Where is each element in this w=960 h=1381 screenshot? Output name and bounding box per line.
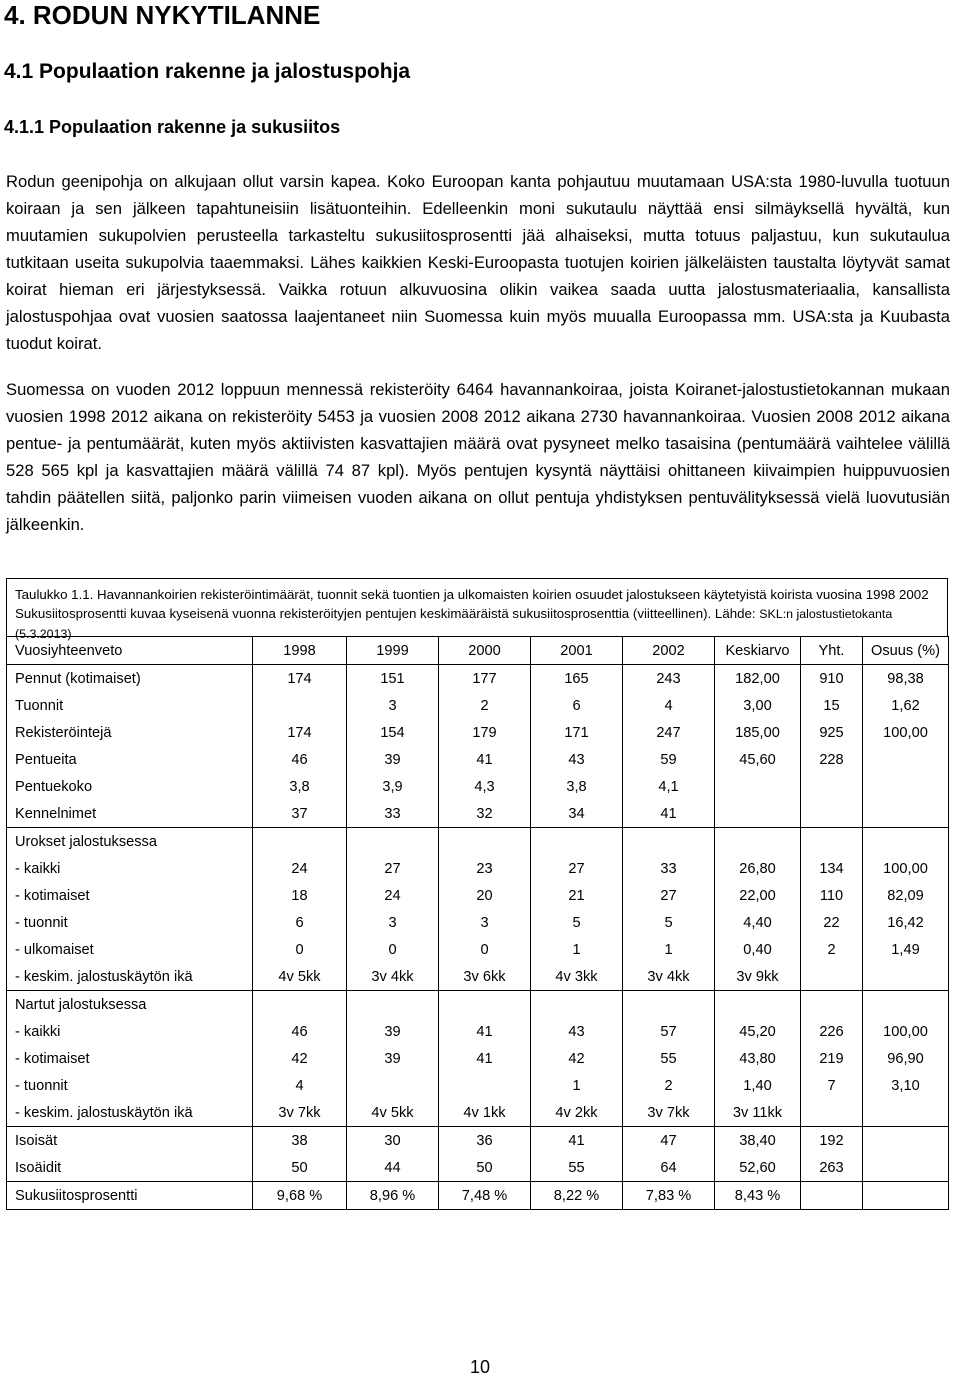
table-cell: 22 xyxy=(801,909,863,936)
table-cell: 27 xyxy=(347,855,439,882)
table-cell: 39 xyxy=(347,746,439,773)
table-row xyxy=(7,828,949,856)
table-cell xyxy=(863,991,949,1019)
table-cell: 33 xyxy=(347,800,439,828)
table-cell: 3v 11kk xyxy=(715,1099,801,1127)
table-cell: 3v 9kk xyxy=(715,963,801,991)
statistics-table-block xyxy=(6,578,948,1220)
table-cell xyxy=(253,828,347,856)
table-cell: 6 xyxy=(253,909,347,936)
table-cell: 100,00 xyxy=(863,719,949,746)
table-cell: 38,40 xyxy=(715,1127,801,1155)
table-cell xyxy=(863,963,949,991)
table-cell: 1 xyxy=(531,1072,623,1099)
registration-table xyxy=(6,636,949,1210)
table-cell: 38 xyxy=(253,1127,347,1155)
table-cell: 3,9 xyxy=(347,773,439,800)
table-header-cell: Yht. xyxy=(801,637,863,665)
table-cell: 30 xyxy=(347,1127,439,1155)
table-cell: 3,8 xyxy=(253,773,347,800)
table-cell: 177 xyxy=(439,665,531,693)
table-cell: 55 xyxy=(623,1045,715,1072)
table-cell xyxy=(863,1099,949,1127)
table-cell: 26,80 xyxy=(715,855,801,882)
table-cell: 43 xyxy=(531,746,623,773)
table-cell: 4v 1kk xyxy=(439,1099,531,1127)
table-row xyxy=(7,692,949,719)
table-cell xyxy=(801,991,863,1019)
table-row xyxy=(7,1182,949,1210)
row-label: - kaikki xyxy=(7,855,253,882)
table-cell xyxy=(715,991,801,1019)
table-cell: 8,96 % xyxy=(347,1182,439,1210)
table-cell: 192 xyxy=(801,1127,863,1155)
table-header-cell: 1999 xyxy=(347,637,439,665)
table-cell: 59 xyxy=(623,746,715,773)
table-cell xyxy=(623,828,715,856)
table-cell: 32 xyxy=(439,800,531,828)
table-cell: 182,00 xyxy=(715,665,801,693)
table-cell: 3 xyxy=(347,909,439,936)
table-cell: 23 xyxy=(439,855,531,882)
table-cell: 1,49 xyxy=(863,936,949,963)
table-caption xyxy=(6,578,948,641)
row-label: Sukusiitosprosentti xyxy=(7,1182,253,1210)
table-row xyxy=(7,1127,949,1155)
section-heading: 4.1 Populaation rakenne ja jalostuspohja xyxy=(4,60,411,83)
table-cell xyxy=(439,828,531,856)
table-cell: 185,00 xyxy=(715,719,801,746)
table-cell xyxy=(863,1127,949,1155)
table-header-cell: Osuus (%) xyxy=(863,637,949,665)
table-cell: 1,62 xyxy=(863,692,949,719)
table-cell: 4 xyxy=(253,1072,347,1099)
table-row xyxy=(7,909,949,936)
table-cell: 33 xyxy=(623,855,715,882)
table-row xyxy=(7,1072,949,1099)
table-cell xyxy=(531,828,623,856)
table-header-cell: Keskiarvo xyxy=(715,637,801,665)
row-label: Pentuekoko xyxy=(7,773,253,800)
table-cell xyxy=(715,800,801,828)
table-cell: 219 xyxy=(801,1045,863,1072)
table-cell: 100,00 xyxy=(863,1018,949,1045)
table-cell: 24 xyxy=(253,855,347,882)
chapter-heading: 4. RODUN NYKYTILANNE xyxy=(4,0,321,30)
page-number: 10 xyxy=(469,1357,491,1377)
table-cell: 43 xyxy=(531,1018,623,1045)
table-cell: 0 xyxy=(253,936,347,963)
row-label: Isoäidit xyxy=(7,1154,253,1182)
table-cell xyxy=(347,1072,439,1099)
table-cell: 9,68 % xyxy=(253,1182,347,1210)
table-cell: 4v 2kk xyxy=(531,1099,623,1127)
table-cell: 43,80 xyxy=(715,1045,801,1072)
table-cell: 925 xyxy=(801,719,863,746)
paragraph-1: Rodun geenipohja on alkujaan ollut varsin kapea. Koko Euroopan kanta pohjautuu muutamaan USA:sta 1980-luvulla tuotuun koiraan ja sen jälkeen tapahtuneisiin lisätuonteihin. Edelleenkin moni sukutaulu näyttää ensi silmäyksellä hyvältä, kun muutamien sukupolvien perusteella tarkasteltu sukusiitosprosentti jää alhaiseksi, mutta totuus paljastuu, kun sukutaulua tutkitaan useita sukupolvia taaemmaksi. Lähes kaikkien Keski-Euroopasta tuotujen koirien jälkeläisten taustalta löytyvät samat koirat hieman eri järjestyksessä. Vaikka rotuun alkuvuosina olikin vaikea saada uutta jalostusmateriaalia, kansallista jalostuspohjaa ovat vuosien saatossa laajentaneet niin Suomessa kuin myös muualla Euroopassa mm. USA:sta ja Kuubasta tuodut koirat. xyxy=(6,172,950,353)
table-cell: 2 xyxy=(801,936,863,963)
table-cell: 42 xyxy=(531,1045,623,1072)
table-row xyxy=(7,1018,949,1045)
table-row xyxy=(7,1099,949,1127)
table-cell: 3v 7kk xyxy=(623,1099,715,1127)
table-cell: 34 xyxy=(531,800,623,828)
table-cell: 82,09 xyxy=(863,882,949,909)
table-cell: 96,90 xyxy=(863,1045,949,1072)
table-cell: 174 xyxy=(253,665,347,693)
table-cell: 18 xyxy=(253,882,347,909)
paragraph-2: Suomessa on vuoden 2012 loppuun mennessä rekisteröity 6464 havannankoiraa, joista Koiranet-jalostustietokannan mukaan vuosien 1998 2012 aikana on rekisteröity 5453 ja vuosien 2008 2012 aikana 2730 havannankoiraa. Vuosien 2008 2012 aikana pentue- ja pentumäärät, kuten myös aktiivisten kasvattajien määrä ovat pysyneet melko tasaisina (pentumäärä vaihtelee välillä 528 565 kpl ja kasvattajien määrä välillä 74 87 kpl). Myös pentujen kysyntä näyttäisi ohittaneen kiivaimpien huippuvuosien tahdin päätellen siitä, paljonko parin viimeisen vuoden aikana on ollut pentuja yhdistyksen pentuvälityksessä vielä luovutusiän jälkeenkin. xyxy=(6,380,950,534)
table-cell xyxy=(863,1182,949,1210)
table-cell: 4v 5kk xyxy=(253,963,347,991)
table-row xyxy=(7,991,949,1019)
row-label: - ulkomaiset xyxy=(7,936,253,963)
table-cell: 7,48 % xyxy=(439,1182,531,1210)
table-cell: 4,40 xyxy=(715,909,801,936)
table-cell: 36 xyxy=(439,1127,531,1155)
table-cell: 45,60 xyxy=(715,746,801,773)
row-label: - kotimaiset xyxy=(7,882,253,909)
table-cell xyxy=(863,773,949,800)
table-cell: 24 xyxy=(347,882,439,909)
table-cell: 41 xyxy=(439,746,531,773)
table-cell: 4,1 xyxy=(623,773,715,800)
table-cell: 263 xyxy=(801,1154,863,1182)
table-header-cell: 1998 xyxy=(253,637,347,665)
table-row xyxy=(7,800,949,828)
table-cell: 98,38 xyxy=(863,665,949,693)
table-row xyxy=(7,1045,949,1072)
table-cell xyxy=(863,800,949,828)
table-cell: 27 xyxy=(531,855,623,882)
table-row xyxy=(7,963,949,991)
table-cell: 1 xyxy=(531,936,623,963)
table-cell: 3 xyxy=(439,909,531,936)
table-cell: 7 xyxy=(801,1072,863,1099)
table-cell: 57 xyxy=(623,1018,715,1045)
table-cell: 47 xyxy=(623,1127,715,1155)
table-cell: 4v 5kk xyxy=(347,1099,439,1127)
table-cell xyxy=(439,991,531,1019)
table-row xyxy=(7,1154,949,1182)
table-cell: 3v 4kk xyxy=(623,963,715,991)
table-row xyxy=(7,855,949,882)
table-cell xyxy=(863,828,949,856)
table-cell: 1,40 xyxy=(715,1072,801,1099)
table-cell xyxy=(863,746,949,773)
table-cell: 3v 6kk xyxy=(439,963,531,991)
table-cell: 7,83 % xyxy=(623,1182,715,1210)
table-cell: 174 xyxy=(253,719,347,746)
table-cell: 110 xyxy=(801,882,863,909)
table-cell: 46 xyxy=(253,1018,347,1045)
table-cell: 0,40 xyxy=(715,936,801,963)
table-row xyxy=(7,746,949,773)
table-header-cell: 2001 xyxy=(531,637,623,665)
table-caption-text: Taulukko 1.1. Havannankoirien rekisteröintimäärät, tuonnit sekä tuontien ja ulkomaisten koirien osuudet jalostukseen käytetyistä koirista vuosina 1998 2002 Sukusiitosprosentti kuvaa kyseisenä vuonna rekisteröityjen pentujen keskimääräistä sukusiitosprosenttia (viitteellinen). Lähde: xyxy=(15,587,929,621)
table-cell: 165 xyxy=(531,665,623,693)
table-header-cell: Vuosiyhteenveto xyxy=(7,637,253,665)
row-label: - kotimaiset xyxy=(7,1045,253,1072)
row-label: - tuonnit xyxy=(7,909,253,936)
table-cell: 64 xyxy=(623,1154,715,1182)
table-cell xyxy=(801,773,863,800)
table-cell: 16,42 xyxy=(863,909,949,936)
table-cell: 4v 3kk xyxy=(531,963,623,991)
row-label: Urokset jalostuksessa xyxy=(7,828,253,856)
table-cell: 39 xyxy=(347,1045,439,1072)
table-caption-source: SKL:n jalostustietokanta (5.3.2013) xyxy=(15,607,893,641)
table-cell: 179 xyxy=(439,719,531,746)
row-label: Isoisät xyxy=(7,1127,253,1155)
table-cell: 41 xyxy=(531,1127,623,1155)
table-cell xyxy=(715,828,801,856)
table-cell: 5 xyxy=(623,909,715,936)
table-cell: 226 xyxy=(801,1018,863,1045)
table-cell xyxy=(347,991,439,1019)
table-cell xyxy=(347,828,439,856)
table-cell: 41 xyxy=(439,1045,531,1072)
row-label: Pennut (kotimaiset) xyxy=(7,665,253,693)
row-label: - tuonnit xyxy=(7,1072,253,1099)
table-cell xyxy=(801,828,863,856)
table-cell: 243 xyxy=(623,665,715,693)
subsection-heading: 4.1.1 Populaation rakenne ja sukusiitos xyxy=(4,117,341,137)
table-row xyxy=(7,882,949,909)
table-cell xyxy=(801,963,863,991)
table-row xyxy=(7,719,949,746)
table-cell: 3,00 xyxy=(715,692,801,719)
row-label: Tuonnit xyxy=(7,692,253,719)
row-label: Nartut jalostuksessa xyxy=(7,991,253,1019)
table-cell: 45,20 xyxy=(715,1018,801,1045)
table-cell: 55 xyxy=(531,1154,623,1182)
table-cell xyxy=(623,991,715,1019)
table-cell: 0 xyxy=(347,936,439,963)
table-cell: 50 xyxy=(439,1154,531,1182)
table-cell: 8,43 % xyxy=(715,1182,801,1210)
row-label: Kennelnimet xyxy=(7,800,253,828)
table-cell: 39 xyxy=(347,1018,439,1045)
table-cell: 52,60 xyxy=(715,1154,801,1182)
table-cell xyxy=(863,1154,949,1182)
table-header-row xyxy=(7,637,949,665)
table-cell xyxy=(801,1182,863,1210)
table-cell: 3,10 xyxy=(863,1072,949,1099)
table-cell: 2 xyxy=(439,692,531,719)
table-row xyxy=(7,936,949,963)
table-cell: 154 xyxy=(347,719,439,746)
table-header-cell: 2002 xyxy=(623,637,715,665)
table-cell: 247 xyxy=(623,719,715,746)
table-cell: 151 xyxy=(347,665,439,693)
table-row xyxy=(7,665,949,693)
table-cell: 3v 7kk xyxy=(253,1099,347,1127)
table-cell: 27 xyxy=(623,882,715,909)
table-cell xyxy=(801,800,863,828)
table-cell: 15 xyxy=(801,692,863,719)
table-cell xyxy=(253,991,347,1019)
table-cell: 22,00 xyxy=(715,882,801,909)
table-cell: 50 xyxy=(253,1154,347,1182)
table-cell: 8,22 % xyxy=(531,1182,623,1210)
table-cell xyxy=(439,1072,531,1099)
table-cell: 134 xyxy=(801,855,863,882)
table-cell: 42 xyxy=(253,1045,347,1072)
row-label: - keskim. jalostuskäytön ikä xyxy=(7,963,253,991)
table-cell: 44 xyxy=(347,1154,439,1182)
row-label: - kaikki xyxy=(7,1018,253,1045)
table-cell: 20 xyxy=(439,882,531,909)
table-cell: 3 xyxy=(347,692,439,719)
table-header-cell: 2000 xyxy=(439,637,531,665)
table-cell: 3,8 xyxy=(531,773,623,800)
table-cell: 41 xyxy=(439,1018,531,1045)
table-cell: 21 xyxy=(531,882,623,909)
row-label: Pentueita xyxy=(7,746,253,773)
table-cell: 228 xyxy=(801,746,863,773)
table-cell xyxy=(253,692,347,719)
table-cell: 6 xyxy=(531,692,623,719)
table-cell: 1 xyxy=(623,936,715,963)
table-cell: 46 xyxy=(253,746,347,773)
table-cell: 4,3 xyxy=(439,773,531,800)
table-cell xyxy=(801,1099,863,1127)
table-cell: 4 xyxy=(623,692,715,719)
table-cell: 2 xyxy=(623,1072,715,1099)
row-label: Rekisteröintejä xyxy=(7,719,253,746)
table-cell: 5 xyxy=(531,909,623,936)
table-cell: 37 xyxy=(253,800,347,828)
table-row xyxy=(7,773,949,800)
table-cell: 3v 4kk xyxy=(347,963,439,991)
table-cell: 910 xyxy=(801,665,863,693)
row-label: - keskim. jalostuskäytön ikä xyxy=(7,1099,253,1127)
table-cell xyxy=(715,773,801,800)
table-cell xyxy=(531,991,623,1019)
table-cell: 41 xyxy=(623,800,715,828)
table-cell: 0 xyxy=(439,936,531,963)
table-cell: 171 xyxy=(531,719,623,746)
table-cell: 100,00 xyxy=(863,855,949,882)
